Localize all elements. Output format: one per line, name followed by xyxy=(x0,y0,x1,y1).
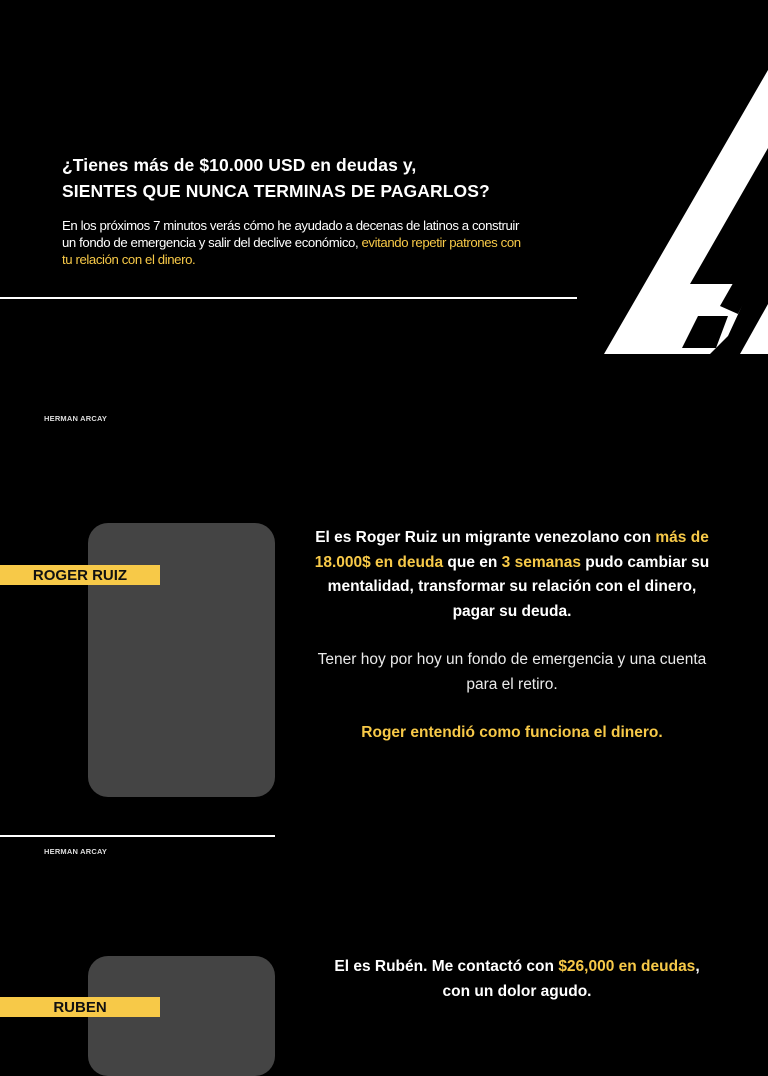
brand-caption-2: HERMAN ARCAY xyxy=(44,847,108,856)
testimonial-text-roger xyxy=(312,526,712,746)
roger-conclusion: Roger entendió como funciona el dinero. xyxy=(361,724,663,741)
name-tag-roger: ROGER RUIZ xyxy=(0,565,160,585)
roger-story-a: El es Roger Ruiz un migrante venezolano con xyxy=(315,529,656,546)
name-tag-ruben: RUBEN xyxy=(0,997,160,1017)
roger-story-b: que en xyxy=(443,553,502,571)
brand-caption-1: HERMAN ARCAY xyxy=(44,414,108,423)
hero-subtext xyxy=(62,217,532,268)
headline-line-2: SIENTES QUE NUNCA TERMINAS DE PAGARLOS? xyxy=(62,181,490,201)
headline-line-1: ¿Tienes más de $10.000 USD en deudas y, xyxy=(62,155,417,175)
hero-headline xyxy=(62,152,582,204)
roger-story-paragraph xyxy=(312,526,712,624)
ruben-story-b: , con un dolor agudo. xyxy=(442,958,700,1000)
ruben-story-paragraph xyxy=(330,955,704,1004)
subtext-body: En los próximos 7 minutos verás cómo he ayudado a decenas de latinos a construir un fondo de emergencia y salir del declive económico, xyxy=(62,218,519,250)
roger-debt-highlight: más de 18.000$ en deuda xyxy=(314,529,709,571)
hero-divider xyxy=(0,297,577,299)
roger-weeks-highlight: 3 semanas xyxy=(501,553,581,571)
testimonial-divider xyxy=(0,835,275,837)
roger-story-c: pudo cambiar su mentalidad, transformar su relación con el dinero, pagar su deuda. xyxy=(327,553,710,620)
ruben-debt-highlight: $26,000 en deudas xyxy=(558,958,696,975)
brand-logo-icon xyxy=(600,66,768,358)
subtext-highlight: evitando repetir patrones con tu relación con el dinero. xyxy=(62,235,521,267)
testimonial-text-ruben xyxy=(330,955,704,1004)
ruben-story-a: El es Rubén. Me contactó con xyxy=(334,958,559,975)
roger-result-paragraph: Tener hoy por hoy un fondo de emergencia y una cuenta para el retiro. xyxy=(317,651,707,693)
